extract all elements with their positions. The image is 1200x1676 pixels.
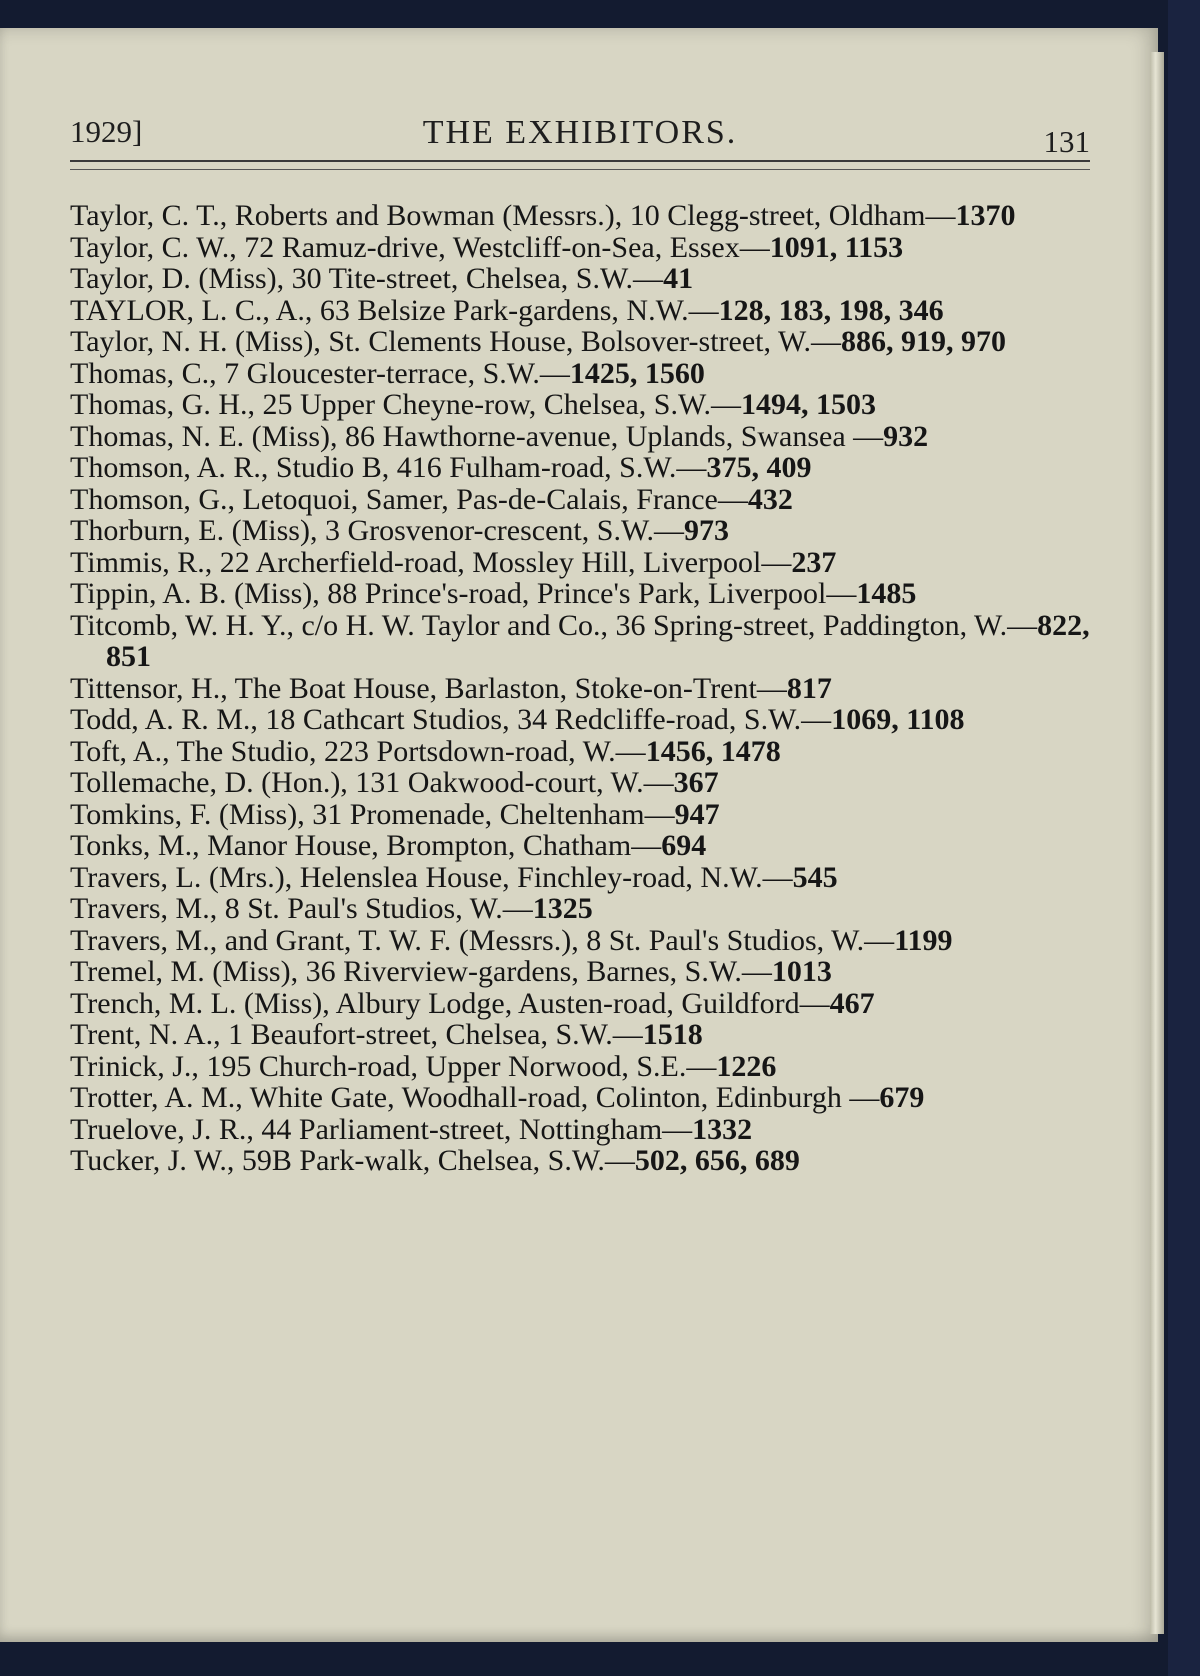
exhibitor-entry: Trent, N. A., 1 Beaufort-street, Chelsea, S.W.—1518 — [70, 1018, 703, 1051]
header-rule — [70, 160, 1090, 170]
exhibitor-entry: Thorburn, E. (Miss), 3 Grosvenor-crescent, S.W.—973 — [70, 514, 730, 547]
exhibitor-entry: TAYLOR, L. C., A., 63 Belsize Park-gardens, N.W.—128, 183, 198, 346 — [70, 293, 944, 327]
header-title: THE EXHIBITORS. — [422, 114, 738, 151]
exhibitor-entry: Titcomb, W. H. Y., c/o H. W. Taylor and Co., 36 Spring-street, Paddington, W.—822, 851 — [70, 608, 1090, 673]
exhibitor-entry: Trotter, A. M., White Gate, Woodhall-road, Colinton, Edinburgh —679 — [70, 1081, 925, 1114]
exhibitor-entry: Travers, M., 8 St. Paul's Studios, W.—1325 — [70, 892, 593, 925]
exhibitor-entry: Thomas, C., 7 Gloucester-terrace, S.W.—1425, 1560 — [70, 356, 705, 390]
page-edge — [1150, 52, 1164, 1634]
exhibitor-entry: Thomson, A. R., Studio B, 416 Fulham-road, S.W.—375, 409 — [70, 451, 812, 484]
running-header — [70, 110, 1090, 160]
exhibitor-entry: Taylor, C. W., 72 Ramuz-drive, Westcliff-on-Sea, Essex—1091, 1153 — [70, 230, 904, 264]
exhibitor-list — [70, 200, 1090, 1177]
exhibitor-entry: Travers, M., and Grant, T. W. F. (Messrs.), 8 St. Paul's Studios, W.—1199 — [70, 923, 953, 957]
exhibitor-entry: Trinick, J., 195 Church-road, Upper Norwood, S.E.—1226 — [70, 1049, 777, 1083]
exhibitor-entry: Trench, M. L. (Miss), Albury Lodge, Austen-road, Guildford—467 — [70, 986, 875, 1020]
exhibitor-entry: Truelove, J. R., 44 Parliament-street, Nottingham—1332 — [70, 1112, 753, 1146]
exhibitor-entry: Tucker, J. W., 59B Park-walk, Chelsea, S.W.—502, 656, 689 — [70, 1144, 800, 1177]
exhibitor-entry: Thomson, G., Letoquoi, Samer, Pas-de-Calais, France—432 — [70, 482, 793, 516]
exhibitor-entry: Tonks, M., Manor House, Brompton, Chatham—694 — [70, 829, 707, 862]
book-cover-edge — [1168, 0, 1200, 1676]
exhibitor-entry: Todd, A. R. M., 18 Cathcart Studios, 34 Redcliffe-road, S.W.—1069, 1108 — [70, 703, 965, 736]
exhibitor-entry: Thomas, G. H., 25 Upper Cheyne-row, Chelsea, S.W.—1494, 1503 — [70, 388, 877, 421]
header-year: 1929] — [70, 114, 143, 149]
exhibitor-entry: Toft, A., The Studio, 223 Portsdown-road, W.—1456, 1478 — [70, 734, 781, 768]
exhibitor-entry: Taylor, N. H. (Miss), St. Clements House, Bolsover-street, W.—886, 919, 970 — [70, 325, 1007, 358]
exhibitor-entry: Tippin, A. B. (Miss), 88 Prince's-road, Prince's Park, Liverpool—1485 — [70, 577, 917, 610]
exhibitor-entry: Thomas, N. E. (Miss), 86 Hawthorne-avenue, Uplands, Swansea —932 — [70, 419, 929, 453]
page-number: 131 — [1043, 124, 1090, 159]
exhibitor-entry: Timmis, R., 22 Archerfield-road, Mossley Hill, Liverpool—237 — [70, 545, 837, 579]
exhibitor-entry: Travers, L. (Mrs.), Helenslea House, Finchley-road, N.W.—545 — [70, 860, 838, 894]
exhibitor-entry: Tittensor, H., The Boat House, Barlaston, Stoke-on-Trent—817 — [70, 671, 832, 705]
exhibitor-entry: Taylor, D. (Miss), 30 Tite-street, Chelsea, S.W.—41 — [70, 262, 694, 295]
exhibitor-entry: Tremel, M. (Miss), 36 Riverview-gardens, Barnes, S.W.—1013 — [70, 955, 832, 988]
exhibitor-entry: Tomkins, F. (Miss), 31 Promenade, Cheltenham—947 — [70, 797, 720, 831]
exhibitor-entry: Taylor, C. T., Roberts and Bowman (Messrs.), 10 Clegg-street, Oldham—1370 — [70, 199, 1016, 232]
exhibitor-entry: Tollemache, D. (Hon.), 131 Oakwood-court, W.—367 — [70, 766, 719, 799]
